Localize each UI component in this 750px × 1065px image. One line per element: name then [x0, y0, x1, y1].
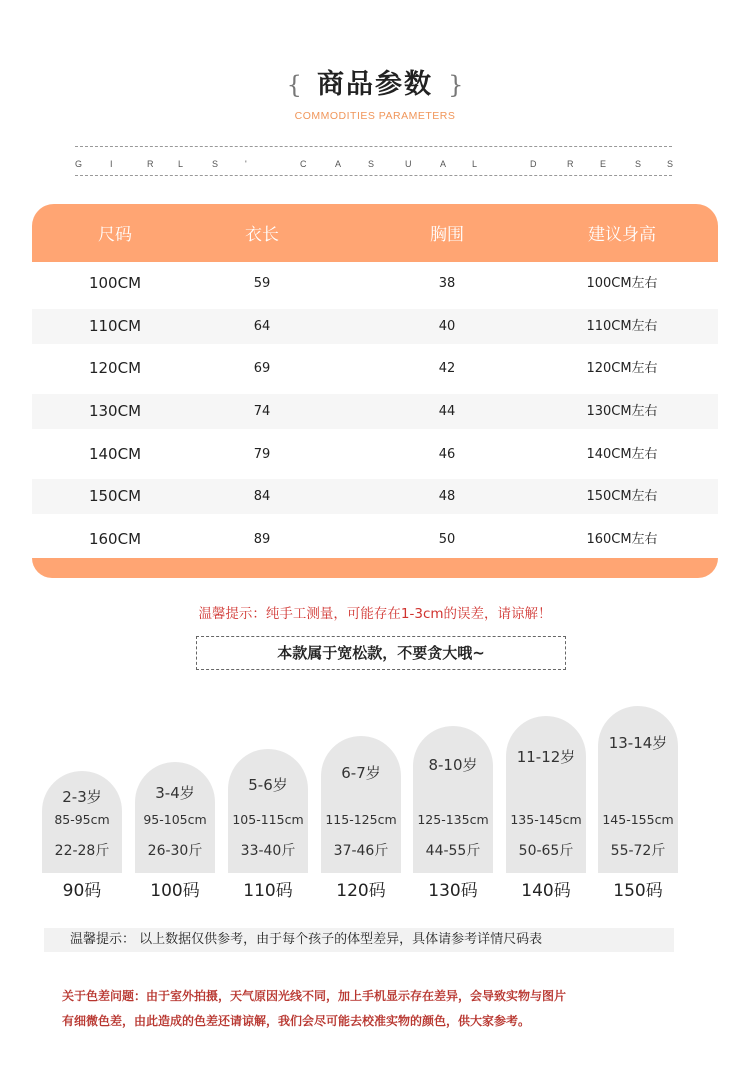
cell-chest: 48 — [438, 489, 456, 504]
caption-letter: L — [472, 159, 478, 169]
table-row — [32, 437, 718, 472]
color-note-line2: 有细微色差，由此造成的色差还请谅解，我们会尽可能去校准实物的颜色，供大家参考。 — [62, 1014, 531, 1028]
height-range: 115-125cm — [325, 812, 397, 827]
title-text: 商品参数 — [317, 69, 433, 100]
caption-letter: S — [667, 159, 674, 169]
loose-fit-note: 本款属于宽松款，不要贪大哦~ — [196, 636, 566, 670]
cell-height: 100CM左右 — [586, 276, 658, 291]
caption-letter: A — [440, 159, 447, 169]
caption-letter: C — [300, 159, 307, 169]
caption-letter: U — [405, 159, 412, 169]
size-code: 150码 — [613, 881, 663, 901]
size-code: 130码 — [428, 881, 478, 901]
cell-height: 150CM左右 — [586, 489, 658, 504]
size-code: 120码 — [336, 881, 386, 901]
divider-top — [75, 146, 672, 147]
height-range: 95-105cm — [143, 812, 207, 827]
size-card — [42, 771, 122, 873]
caption-letter: ' — [245, 159, 247, 169]
measurement-tip: 温馨提示：纯手工测量，可能存在1-3cm的误差，请谅解！ — [198, 606, 552, 622]
cell-length: 89 — [253, 532, 271, 547]
weight-range: 55-72斤 — [610, 843, 666, 859]
size-card — [598, 706, 678, 873]
cell-chest: 40 — [438, 319, 456, 334]
cell-height: 120CM左右 — [586, 361, 658, 376]
size-card — [413, 726, 493, 873]
cell-size: 130CM — [88, 402, 142, 420]
size-code: 100码 — [150, 881, 200, 901]
weight-range: 44-55斤 — [425, 843, 481, 859]
weight-range: 33-40斤 — [240, 843, 296, 859]
cell-chest: 38 — [438, 276, 456, 291]
cell-height: 160CM左右 — [586, 532, 658, 547]
cell-length: 69 — [253, 361, 271, 376]
height-range: 105-115cm — [232, 812, 304, 827]
cell-length: 64 — [253, 319, 271, 334]
cell-chest: 46 — [438, 447, 456, 462]
height-range: 135-145cm — [510, 812, 582, 827]
table-row — [32, 309, 718, 344]
cell-length: 74 — [253, 404, 271, 419]
cell-size: 120CM — [88, 359, 142, 377]
header-size: 尺码 — [98, 225, 132, 245]
table-row — [32, 479, 718, 514]
weight-range: 50-65斤 — [518, 843, 574, 859]
table-row — [32, 351, 718, 386]
cell-size: 160CM — [88, 530, 142, 548]
size-code: 90码 — [62, 881, 102, 901]
reference-tip: 温馨提示： 以上数据仅供参考，由于每个孩子的体型差异，具体请参考详情尺码表 — [44, 928, 674, 952]
cell-height: 140CM左右 — [586, 447, 658, 462]
caption-letter: R — [567, 159, 574, 169]
caption-letter: S — [368, 159, 375, 169]
weight-range: 22-28斤 — [54, 843, 110, 859]
table-header — [32, 204, 718, 262]
age-label: 6-7岁 — [341, 764, 381, 782]
cell-length: 59 — [253, 276, 271, 291]
cell-size: 150CM — [88, 487, 142, 505]
caption-letter: R — [147, 159, 154, 169]
age-label: 13-14岁 — [608, 734, 668, 752]
caption-letter: S — [212, 159, 219, 169]
caption-letter: I — [110, 159, 113, 169]
weight-range: 37-46斤 — [333, 843, 389, 859]
weight-range: 26-30斤 — [147, 843, 203, 859]
height-range: 145-155cm — [602, 812, 674, 827]
cell-chest: 44 — [438, 404, 456, 419]
section-subtitle: COMMODITIES PARAMETERS — [294, 110, 456, 122]
header-chest: 胸围 — [430, 225, 464, 245]
cell-height: 110CM左右 — [586, 319, 658, 334]
cell-size: 110CM — [88, 317, 142, 335]
age-label: 8-10岁 — [428, 756, 478, 774]
height-range: 125-135cm — [417, 812, 489, 827]
cell-length: 79 — [253, 447, 271, 462]
table-row — [32, 394, 718, 429]
age-label: 5-6岁 — [248, 776, 288, 794]
divider-bottom — [75, 175, 672, 176]
header-length: 衣长 — [245, 225, 279, 245]
header-height: 建议身高 — [588, 225, 656, 245]
cell-height: 130CM左右 — [586, 404, 658, 419]
cell-size: 140CM — [88, 445, 142, 463]
caption-letter: E — [600, 159, 607, 169]
cell-chest: 42 — [438, 361, 456, 376]
size-code: 140码 — [521, 881, 571, 901]
brace-left: { — [286, 71, 302, 99]
caption-letter: L — [178, 159, 184, 169]
height-range: 85-95cm — [54, 812, 110, 827]
spaced-caption — [75, 159, 675, 173]
size-card — [228, 749, 308, 873]
age-label: 11-12岁 — [516, 748, 576, 766]
caption-letter: D — [530, 159, 537, 169]
color-note-line1: 关于色差问题：由于室外拍摄，天气原因光线不同，加上手机显示存在差异，会导致实物与图片 — [62, 989, 567, 1003]
age-label: 3-4岁 — [155, 784, 195, 802]
size-card — [321, 736, 401, 873]
cell-size: 100CM — [88, 274, 142, 292]
caption-letter: A — [335, 159, 342, 169]
size-card — [135, 762, 215, 873]
cell-chest: 50 — [438, 532, 456, 547]
table-footer — [32, 558, 718, 578]
section-title — [0, 62, 750, 101]
cell-length: 84 — [253, 489, 271, 504]
brace-right: } — [448, 71, 464, 99]
table-row — [32, 266, 718, 301]
caption-letter: G — [75, 159, 83, 169]
caption-letter: S — [635, 159, 642, 169]
table-row — [32, 522, 718, 557]
age-label: 2-3岁 — [62, 788, 102, 806]
size-code: 110码 — [243, 881, 293, 901]
size-card — [506, 716, 586, 873]
